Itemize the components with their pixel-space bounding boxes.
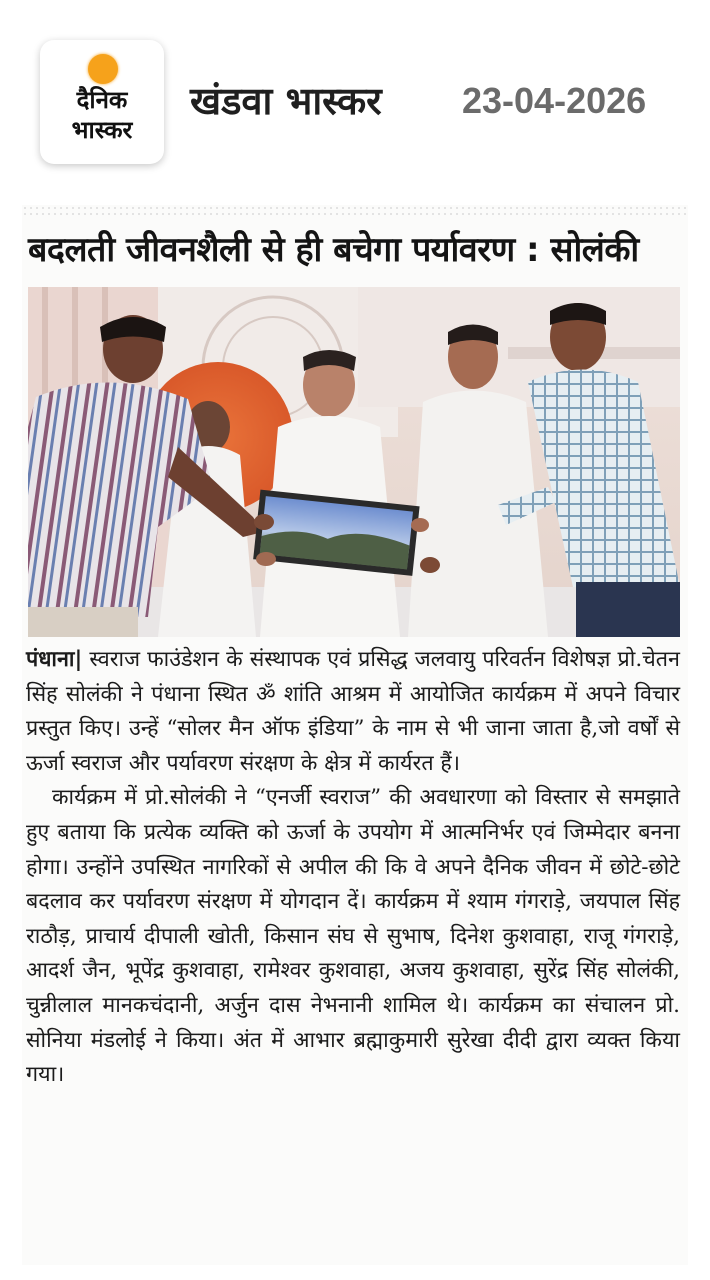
app-header xyxy=(0,0,710,200)
article-paragraph-2: कार्यक्रम में प्रो.सोलंकी ने “एनर्जी स्वराज” की अवधारणा को विस्तार से समझाते हुए बताया कि प्रत्येक व्यक्ति को ऊर्जा के उपयोग में आत्मनिर्भर एवं जिम्मेदार बनना होगा। उन्होंने उपस्थित नागरिकों से अपील की कि वे अपने दैनिक जीवन में छोटे-छोटे बदलाव कर पर्यावरण संरक्षण में योगदान दें। कार्यक्रम में श्याम गंगराड़े, जयपाल सिंह राठौड़, प्राचार्य दीपाली खोती, किसान संघ से सुभाष, दिनेश कुशवाहा, राजू गंगराड़े, आदर्श जैन, भूपेंद्र कुशवाहा, रामेश्वर कुशवाहा, अजय कुशवाहा, सुरेंद्र सिंह सोलंकी, चुन्नीलाल मानकचंदानी, अर्जुन दास नेभनानी शामिल थे। कार्यक्रम का संचालन प्रो. सोनिया मंडलोई ने किया। अंत में आभार ब्रह्माकुमारी सुरेखा दीदी द्वारा व्यक्त किया गया। xyxy=(26,785,680,1088)
news-clipping xyxy=(22,205,688,1265)
dainik-bhaskar-logo[interactable] xyxy=(40,40,164,164)
article-photo xyxy=(28,287,680,637)
article-headline: बदलती जीवनशैली से ही बचेगा पर्यावरण : सोलंकी xyxy=(28,230,639,270)
clipping-edge xyxy=(22,205,688,215)
article-body xyxy=(26,643,680,1093)
article-dateline: पंधाना| xyxy=(26,647,83,672)
edition-date: 23-04-2026 xyxy=(462,80,647,121)
edition-title: खंडवा भास्कर xyxy=(190,79,382,123)
paragraph-1-text: स्वराज फाउंडेशन के संस्थापक एवं प्रसिद्ध जलवायु परिवर्तन विशेषज्ञ प्रो.चेतन सिंह सोलंकी ने पंधाना स्थित ॐ शांति आश्रम में आयोजित कार्यक्रम में अपने विचार प्रस्तुत किए। उन्हें “सोलर मैन ऑफ इंडिया” के नाम से भी जाना जाता है,जो वर्षों से ऊर्जा स्वराज और पर्यावरण संरक्षण के क्षेत्र में कार्यरत हैं। xyxy=(26,647,680,776)
sun-icon xyxy=(88,54,118,84)
article-paragraph-1 xyxy=(26,643,680,781)
logo-text-line1: दैनिक xyxy=(76,86,128,114)
logo-text-line2: भास्कर xyxy=(71,116,133,144)
